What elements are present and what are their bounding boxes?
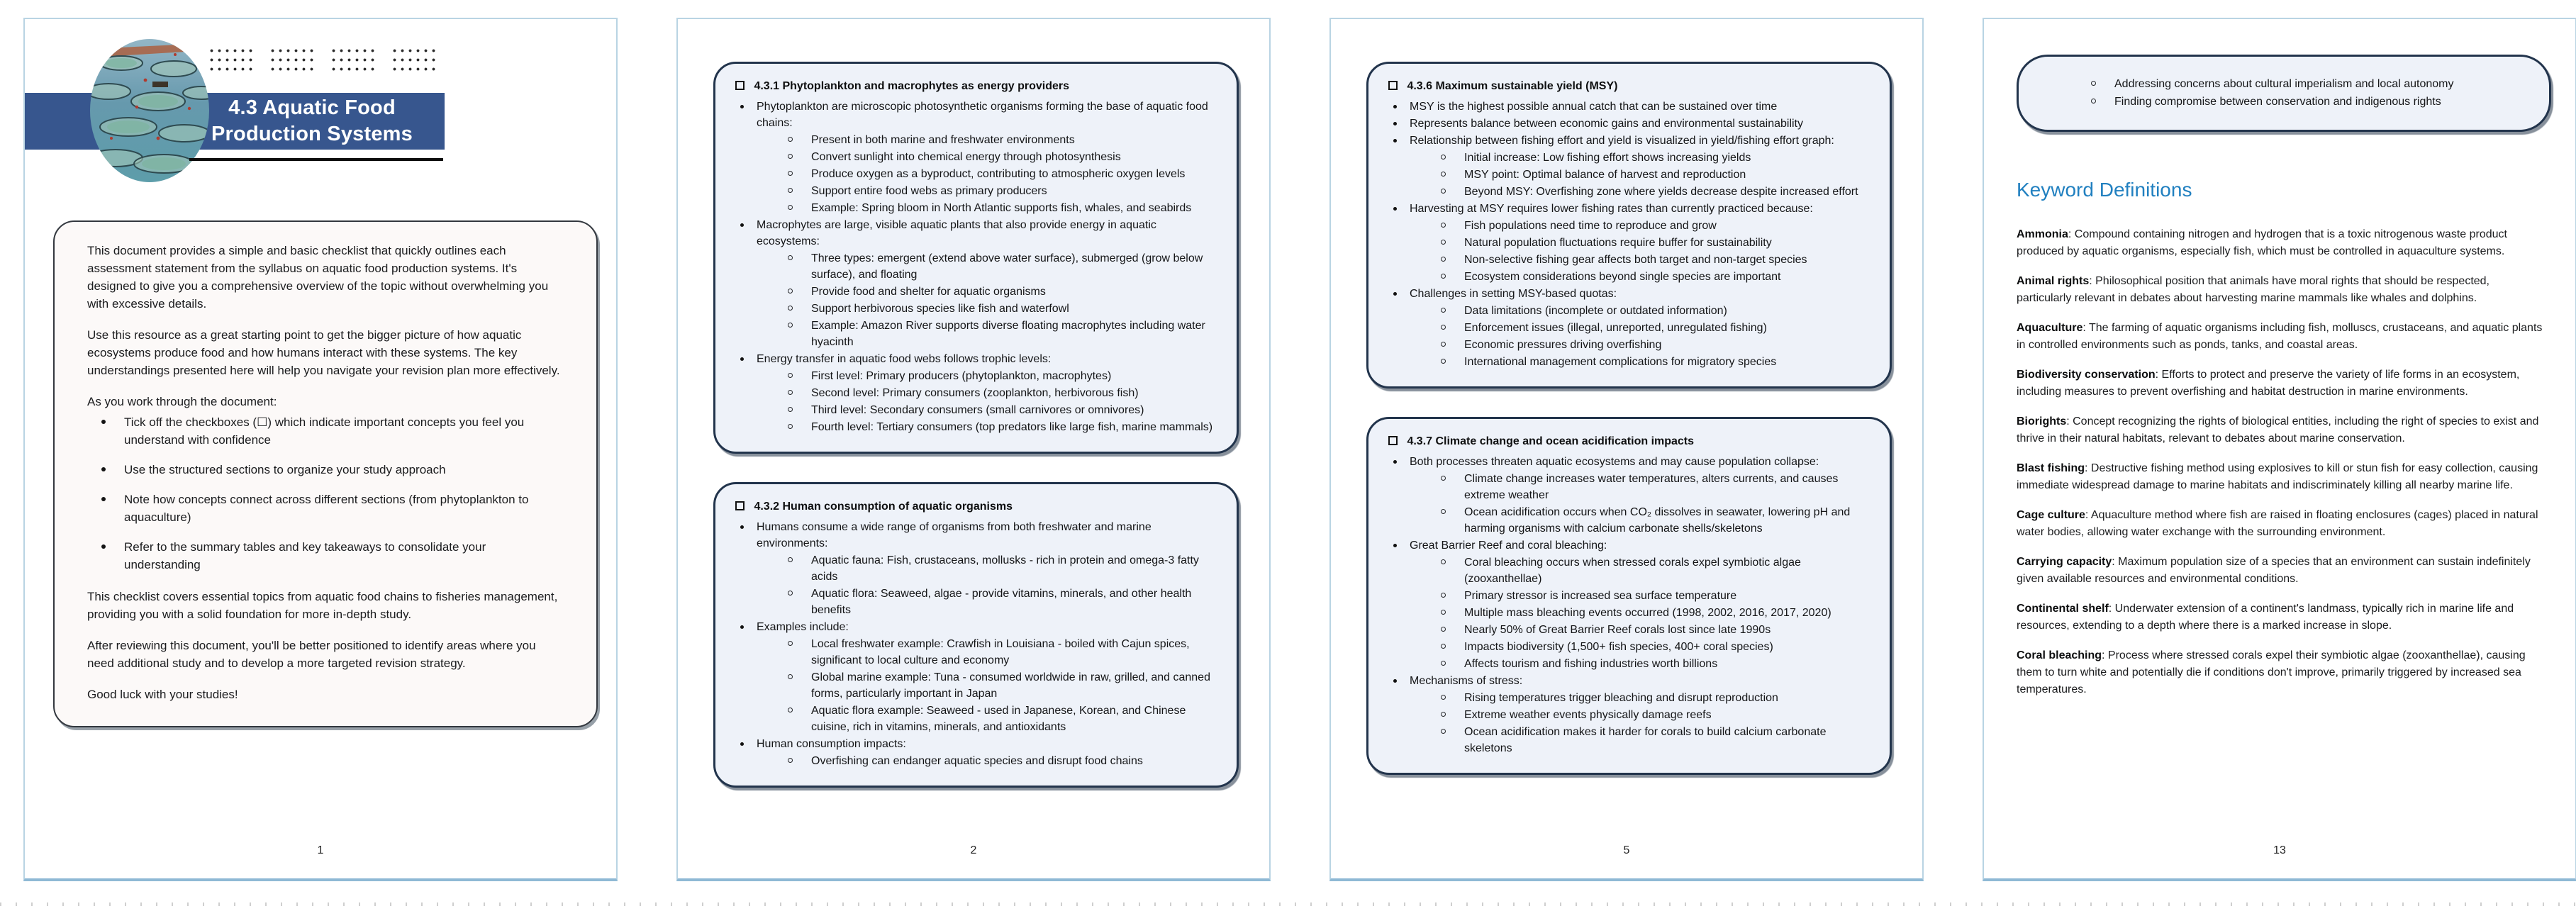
bullet-icon	[101, 544, 106, 549]
definition-entry	[2017, 647, 2547, 698]
bullet-icon	[1393, 292, 1397, 296]
checklist-item	[1388, 656, 1870, 672]
checklist-heading-text: 4.3.6 Maximum sustainable yield (MSY)	[1407, 80, 1618, 92]
checklist-item-text: Addressing concerns about cultural imperialism and local autonomy	[2114, 78, 2454, 90]
checklist-item-text: Aquatic flora example: Seaweed - used in Japanese, Korean, and Chinese cuisine, rich in vitamins, minerals, and antioxidants	[811, 705, 1186, 733]
page-number: 5	[1623, 844, 1630, 856]
checklist-item-text: Enforcement issues (illegal, unreported, unregulated fishing)	[1464, 322, 1767, 334]
checklist-item	[735, 351, 1217, 367]
definition-term: Coral bleaching	[2017, 649, 2102, 661]
checklist-item-text: Nearly 50% of Great Barrier Reef corals lost since late 1990s	[1464, 624, 1771, 636]
checklist-item-text: Macrophytes are large, visible aquatic plants that also provide energy in aquatic ecosystems:	[757, 219, 1156, 247]
definition-entry	[2017, 273, 2547, 307]
checklist-item-text: Present in both marine and freshwater environments	[811, 134, 1075, 146]
dot-grid-icon	[328, 45, 377, 73]
checklist-item	[1388, 354, 1870, 370]
checklist-item	[735, 736, 1217, 752]
checklist-item-text: Example: Spring bloom in North Atlantic supports fish, whales, and seabirds	[811, 202, 1192, 214]
bullet-icon	[788, 390, 793, 395]
intro-box	[53, 220, 598, 727]
definition-term: Aquaculture	[2017, 322, 2083, 334]
page-number: 2	[970, 844, 977, 856]
bullet-icon	[1393, 460, 1397, 464]
bullet-icon	[788, 591, 793, 596]
bullet-icon	[2091, 99, 2096, 104]
checklist-item	[1388, 707, 1870, 723]
bullet-icon	[101, 420, 106, 424]
checklist-item	[1388, 690, 1870, 706]
checkbox-icon	[1388, 436, 1398, 445]
bullet-icon	[788, 289, 793, 294]
definition-term: Cage culture	[2017, 509, 2085, 521]
checklist-item	[735, 301, 1217, 317]
checklist-column	[1366, 62, 1892, 803]
checklist-item-text: Convert sunlight into chemical energy through photosynthesis	[811, 151, 1121, 163]
bullet-icon	[740, 525, 744, 529]
checklist-item	[1388, 235, 1870, 251]
intro-paragraph: Use this resource as a great starting point to get the bigger picture of how aquatic ecosystems produce food and how humans interact with these systems. The key understandings presented here will help you navigate your revision plan more effectively.	[87, 328, 560, 377]
dot-grid-icon	[206, 45, 255, 73]
checklist-item-text: International management complications for migratory species	[1464, 356, 1777, 368]
checklist-item-text: Produce oxygen as a byproduct, contributing to atmospheric oxygen levels	[811, 168, 1186, 180]
checklist-item	[1388, 184, 1870, 200]
cover-bullet-text: Refer to the summary tables and key takeaways to consolidate your understanding	[124, 540, 486, 571]
definition-text: : Philosophical position that animals have moral rights that should be respected, particularly relevant in debates about harvesting marine mammals like whales and dolphins.	[2017, 275, 2489, 304]
definition-term: Carrying capacity	[2017, 556, 2112, 568]
checklist-item-text: Energy transfer in aquatic food webs follows trophic levels:	[757, 353, 1052, 365]
bullet-icon	[1441, 627, 1446, 632]
bullet-icon	[1441, 342, 1446, 347]
checklist-item	[735, 636, 1217, 669]
checkbox-icon	[1388, 81, 1398, 90]
definition-entry	[2017, 600, 2547, 635]
checklist-item-text: Relationship between fishing effort and yield is visualized in yield/fishing effort graph:	[1410, 135, 1834, 147]
checklist-item-text: Represents balance between economic gains and environmental sustainability	[1410, 118, 1803, 130]
checklist-heading	[735, 498, 1217, 515]
bullet-icon	[788, 323, 793, 328]
bullet-icon	[1441, 155, 1446, 160]
checklist-item-text: Natural population fluctuations require buffer for sustainability	[1464, 237, 1772, 249]
bullet-icon	[1393, 105, 1397, 108]
bullet-icon	[740, 105, 744, 108]
bullet-icon	[1441, 359, 1446, 364]
checklist-item	[735, 519, 1217, 552]
checklist-item	[735, 552, 1217, 585]
dot-grid-icon	[267, 45, 316, 73]
bullet-icon	[1441, 172, 1446, 177]
checklist-box	[1366, 62, 1892, 389]
checklist-item-text: Non-selective fishing gear affects both target and non-target species	[1464, 254, 1807, 266]
checklist-item	[1388, 218, 1870, 234]
bullet-icon	[740, 742, 744, 746]
closing-paragraph: This checklist covers essential topics from aquatic food chains to fisheries management, providing you with a solid foundation for more in-depth study.	[87, 590, 558, 621]
page-number: 13	[2273, 844, 2286, 856]
checklist-item-text: Climate change increases water temperatures, alters currents, and causes extreme weather	[1464, 473, 1839, 501]
checklist-item-text: Harvesting at MSY requires lower fishing rates than currently practiced because:	[1410, 203, 1813, 215]
bullet-icon	[788, 171, 793, 176]
definition-text: : Compound containing nitrogen and hydrogen that is a toxic nitrogenous waste product produced by aquatic organisms, especially fish, which must be controlled in aquaculture systems.	[2017, 228, 2507, 257]
checklist-item	[735, 703, 1217, 735]
definition-text: : Destructive fishing method using explosives to kill or stun fish for easy collection, causing immediate widespread damage to marine habitats and indiscriminately killing all nearby marine life.	[2017, 462, 2538, 491]
title-underline	[189, 158, 443, 161]
checkbox-icon	[735, 501, 745, 510]
bullet-icon	[1441, 274, 1446, 279]
keyword-definitions-heading: Keyword Definitions	[2017, 179, 2192, 201]
definition-text: : Concept recognizing the rights of biological entities, including the right of species to exist and thrive in their natural habitats, relevant to debates about marine conservation.	[2017, 415, 2539, 445]
definition-text: : Efforts to protect and preserve the variety of life forms in an ecosystem, including measures to prevent overfishing and habitat destruction in marine environments.	[2017, 369, 2520, 398]
bullet-icon	[788, 557, 793, 562]
closing-paragraphs	[87, 588, 564, 703]
bullet-icon	[1441, 325, 1446, 330]
bottom-dotted-divider	[0, 902, 2576, 906]
checklist-item	[1388, 588, 1870, 604]
checklist-item-text: Challenges in setting MSY-based quotas:	[1410, 288, 1617, 300]
definition-text: : Aquaculture method where fish are raised in floating enclosures (cages) placed in natural water bodies, allowing water exchange with the surrounding environment.	[2017, 509, 2538, 538]
intro-paragraphs	[87, 242, 564, 410]
dot-grid-decoration	[206, 45, 437, 73]
checklist-item	[1388, 504, 1870, 537]
definition-entry	[2017, 460, 2547, 494]
checklist-items	[1388, 99, 1870, 370]
checklist-item-text: Initial increase: Low fishing effort shows increasing yields	[1464, 152, 1751, 164]
checklist-heading-text: 4.3.2 Human consumption of aquatic organisms	[754, 501, 1013, 513]
checklist-item	[735, 619, 1217, 635]
definition-term: Continental shelf	[2017, 603, 2109, 615]
checklist-item	[735, 183, 1217, 199]
bullet-icon	[1441, 257, 1446, 262]
definition-text: : Maximum population size of a species that an environment can sustain indefinitely given available resources and environmental conditions.	[2017, 556, 2531, 585]
checklist-item	[2039, 94, 2529, 111]
checklist-items	[1388, 454, 1870, 756]
checklist-item-text: Finding compromise between conservation and indigenous rights	[2114, 96, 2441, 108]
cover-bullet-item	[87, 413, 564, 449]
checklist-item	[1388, 133, 1870, 149]
bullet-icon	[1441, 308, 1446, 313]
checklist-item-text: Phytoplankton are microscopic photosynthetic organisms forming the base of aquatic food chains:	[757, 101, 1208, 129]
bullet-icon	[788, 373, 793, 378]
cover-bullet-item	[87, 491, 564, 526]
checklist-item	[735, 586, 1217, 618]
checklist-item-text: Three types: emergent (extend above water surface), submerged (grow below surface), and floating	[811, 252, 1203, 281]
checklist-box	[713, 62, 1239, 454]
continuation-box	[2017, 55, 2551, 132]
bullet-icon	[1441, 729, 1446, 734]
intro-paragraph: This document provides a simple and basic checklist that quickly outlines each assessment statement from the syllabus on aquatic food production systems. It's designed to give you a comprehensive overview of the topic without overwhelming you with excessive details.	[87, 244, 549, 311]
checklist-item	[1388, 673, 1870, 689]
checklist-item	[1388, 150, 1870, 166]
bullet-icon	[788, 306, 793, 311]
checklist-item	[1388, 605, 1870, 621]
cover-bullet-text: Use the structured sections to organize your study approach	[124, 463, 446, 476]
bullet-icon	[788, 758, 793, 763]
checklist-item-text: Human consumption impacts:	[757, 738, 906, 750]
checklist-item-text: Mechanisms of stress:	[1410, 675, 1523, 687]
bullet-icon	[788, 205, 793, 210]
checklist-items	[735, 519, 1217, 769]
bullet-icon	[788, 708, 793, 712]
bullet-icon	[740, 357, 744, 361]
checklist-item	[1388, 471, 1870, 503]
checklist-item	[735, 368, 1217, 384]
bullet-icon	[1441, 559, 1446, 564]
checklist-item-text: Beyond MSY: Overfishing zone where yields decrease despite increased effort	[1464, 186, 1858, 198]
checklist-heading-text: 4.3.1 Phytoplankton and macrophytes as energy providers	[754, 80, 1070, 92]
bullet-icon	[788, 255, 793, 260]
checklist-item-text: First level: Primary producers (phytoplankton, macrophytes)	[811, 370, 1112, 382]
checklist-item	[735, 99, 1217, 131]
checklist-item-text: MSY is the highest possible annual catch that can be sustained over time	[1410, 101, 1778, 113]
checklist-item	[1388, 252, 1870, 268]
definition-term: Animal rights	[2017, 275, 2090, 287]
bullet-icon	[1441, 644, 1446, 649]
page-number: 1	[317, 844, 324, 856]
closing-paragraph: After reviewing this document, you'll be better positioned to identify areas where you need additional study and to develop a more targeted revision strategy.	[87, 639, 536, 670]
checklist-item	[1388, 303, 1870, 319]
checklist-item	[1388, 269, 1870, 285]
cover-bullet-text: Note how concepts connect across different sections (from phytoplankton to aquaculture)	[124, 493, 529, 524]
definition-term: Biodiversity conservation	[2017, 369, 2156, 381]
checklist-item-text: Rising temperatures trigger bleaching and disrupt reproduction	[1464, 692, 1778, 704]
dot-grid-icon	[389, 45, 437, 73]
checklist-item-text: Both processes threaten aquatic ecosystems and may cause population collapse:	[1410, 456, 1819, 468]
checklist-item	[1388, 286, 1870, 302]
checklist-item	[735, 385, 1217, 401]
checklist-item-text: Local freshwater example: Crawfish in Louisiana - boiled with Cajun spices, significant to local culture and economy	[811, 638, 1190, 666]
definition-entry	[2017, 413, 2547, 447]
checklist-item-text: Impacts biodiversity (1,500+ fish species, 400+ coral species)	[1464, 641, 1773, 653]
checklist-item-text: Affects tourism and fishing industries worth billions	[1464, 658, 1718, 670]
bullet-icon	[1393, 122, 1397, 125]
checklist-column	[713, 62, 1239, 816]
definition-entry	[2017, 320, 2547, 354]
cover-bullet-text: Tick off the checkboxes (☐) which indicate important concepts you feel you understand with confidence	[124, 415, 525, 447]
document-page-1	[23, 18, 618, 881]
document-page-2	[676, 18, 1271, 881]
checklist-item	[1388, 724, 1870, 756]
checklist-item	[1388, 622, 1870, 638]
bullet-icon	[788, 424, 793, 429]
checklist-item-text: Support herbivorous species like fish and waterfowl	[811, 303, 1069, 315]
checklist-item	[2039, 76, 2529, 93]
bullet-icon	[1393, 544, 1397, 547]
checklist-heading	[1388, 433, 1870, 449]
bullet-icon	[1441, 476, 1446, 481]
bullet-icon	[1441, 189, 1446, 194]
bullet-icon	[788, 674, 793, 679]
checklist-item	[1388, 167, 1870, 183]
checklist-item-text: Extreme weather events physically damage reefs	[1464, 709, 1712, 721]
bullet-icon	[1441, 509, 1446, 514]
checklist-item-text: Overfishing can endanger aquatic species and disrupt food chains	[811, 755, 1143, 767]
bullet-icon	[740, 223, 744, 227]
checklist-item-text: Aquatic flora: Seaweed, algae - provide vitamins, minerals, and other health benefits	[811, 588, 1192, 616]
checklist-item-text: Examples include:	[757, 621, 849, 633]
bullet-icon	[740, 625, 744, 629]
document-page-13	[1983, 18, 2576, 881]
checklist-item-text: Ecosystem considerations beyond single species are important	[1464, 271, 1781, 283]
checklist-item-text: Support entire food webs as primary producers	[811, 185, 1047, 197]
checklist-box	[1366, 417, 1892, 775]
checklist-item	[735, 753, 1217, 769]
checklist-box	[713, 482, 1239, 788]
checklist-item-text: Third level: Secondary consumers (small carnivores or omnivores)	[811, 404, 1144, 416]
checklist-heading	[1388, 78, 1870, 94]
definition-text: : Underwater extension of a continent's landmass, typically rich in marine life and resources, extending to a depth where there is a marked increase in slope.	[2017, 603, 2514, 632]
checklist-heading	[735, 78, 1217, 94]
checklist-item	[735, 284, 1217, 300]
intro-paragraph: As you work through the document:	[87, 395, 277, 408]
definition-entry	[2017, 226, 2547, 260]
checklist-item	[735, 149, 1217, 165]
checklist-item-text: Provide food and shelter for aquatic organisms	[811, 286, 1046, 298]
checklist-item-text: Ocean acidification occurs when CO₂ dissolves in seawater, lowering pH and harming organisms with calcium carbonate shells/skeletons	[1464, 506, 1851, 535]
checklist-item-text: Great Barrier Reef and coral bleaching:	[1410, 540, 1607, 552]
definitions-list	[2017, 226, 2547, 711]
checklist-item-text: Data limitations (incomplete or outdated information)	[1464, 305, 1727, 317]
checkbox-icon	[735, 81, 745, 90]
checklist-item-text: Multiple mass bleaching events occurred (1998, 2002, 2016, 2017, 2020)	[1464, 607, 1831, 619]
checklist-item	[735, 402, 1217, 418]
checklist-item-text: Primary stressor is increased sea surface temperature	[1464, 590, 1737, 602]
bullet-icon	[1441, 695, 1446, 700]
checklist-item	[1388, 320, 1870, 336]
checklist-item	[735, 419, 1217, 435]
checklist-item	[735, 166, 1217, 182]
closing-paragraph: Good luck with your studies!	[87, 688, 238, 701]
bullet-icon	[1441, 240, 1446, 245]
bullet-icon	[788, 137, 793, 142]
checklist-item-text: Fourth level: Tertiary consumers (top predators like large fish, marine mammals)	[811, 421, 1213, 433]
checklist-item-text: Aquatic fauna: Fish, crustaceans, mollusks - rich in protein and omega-3 fatty acids	[811, 554, 1199, 583]
bullet-icon	[1393, 207, 1397, 211]
checklist-item-text: MSY point: Optimal balance of harvest and reproduction	[1464, 169, 1746, 181]
definition-term: Ammonia	[2017, 228, 2068, 240]
definition-term: Blast fishing	[2017, 462, 2085, 474]
checklist-items	[735, 99, 1217, 435]
bullet-icon	[2091, 81, 2096, 86]
bullet-icon	[1393, 679, 1397, 683]
checklist-item	[735, 217, 1217, 250]
checklist-item	[735, 250, 1217, 283]
checklist-item-text: Global marine example: Tuna - consumed worldwide in raw, grilled, and canned forms, particularly important in Japan	[811, 671, 1210, 700]
bullet-icon	[1441, 610, 1446, 615]
cover-bullet-list	[87, 413, 564, 574]
definition-entry	[2017, 367, 2547, 401]
checklist-item	[735, 132, 1217, 148]
bullet-icon	[101, 497, 106, 501]
document-page-5	[1329, 18, 1924, 881]
cover-bullet-item	[87, 461, 564, 479]
checklist-item	[1388, 201, 1870, 217]
checklist-item	[1388, 116, 1870, 132]
bullet-icon	[1441, 223, 1446, 228]
checklist-item	[735, 200, 1217, 216]
continuation-items	[2039, 76, 2529, 111]
checklist-item-text: Economic pressures driving overfishing	[1464, 339, 1662, 351]
checklist-item-text: Second level: Primary consumers (zooplankton, herbivorous fish)	[811, 387, 1139, 399]
bullet-icon	[788, 407, 793, 412]
definition-entry	[2017, 554, 2547, 588]
bullet-icon	[1441, 593, 1446, 598]
bullet-icon	[1441, 661, 1446, 666]
definition-entry	[2017, 507, 2547, 541]
cover-bullet-item	[87, 538, 564, 574]
definition-term: Biorights	[2017, 415, 2067, 427]
checklist-item-text: Humans consume a wide range of organisms from both freshwater and marine environments:	[757, 521, 1152, 549]
checklist-item	[1388, 454, 1870, 470]
definition-text: : Process where stressed corals expel their symbiotic algae (zooxanthellae), causing them to turn white and potentially die if conditions don't improve, primarily triggered by increased sea temperatures.	[2017, 649, 2526, 695]
checklist-item	[1388, 99, 1870, 115]
checklist-item-text: Example: Amazon River supports diverse floating macrophytes including water hyacinth	[811, 320, 1205, 348]
checklist-item	[735, 669, 1217, 702]
checklist-item	[1388, 554, 1870, 587]
document-title: 4.3 Aquatic Food Production Systems	[211, 96, 413, 145]
definition-text: : The farming of aquatic organisms including fish, molluscs, crustaceans, and aquatic plants in controlled environments such as ponds, tanks, and coastal areas.	[2017, 322, 2543, 351]
checklist-item-text: Coral bleaching occurs when stressed corals expel symbiotic algae (zooxanthellae)	[1464, 557, 1801, 585]
checklist-heading-text: 4.3.7 Climate change and ocean acidification impacts	[1407, 435, 1695, 447]
bullet-icon	[788, 154, 793, 159]
checklist-item	[1388, 537, 1870, 554]
bullet-icon	[788, 188, 793, 193]
bullet-icon	[101, 467, 106, 471]
checklist-item-text: Fish populations need time to reproduce and grow	[1464, 220, 1717, 232]
bullet-icon	[788, 641, 793, 646]
bullet-icon	[1441, 712, 1446, 717]
checklist-item-text: Ocean acidification makes it harder for corals to build calcium carbonate skeletons	[1464, 726, 1827, 754]
checklist-item	[1388, 639, 1870, 655]
bullet-icon	[1393, 139, 1397, 142]
checklist-item	[735, 318, 1217, 350]
checklist-item	[1388, 337, 1870, 353]
